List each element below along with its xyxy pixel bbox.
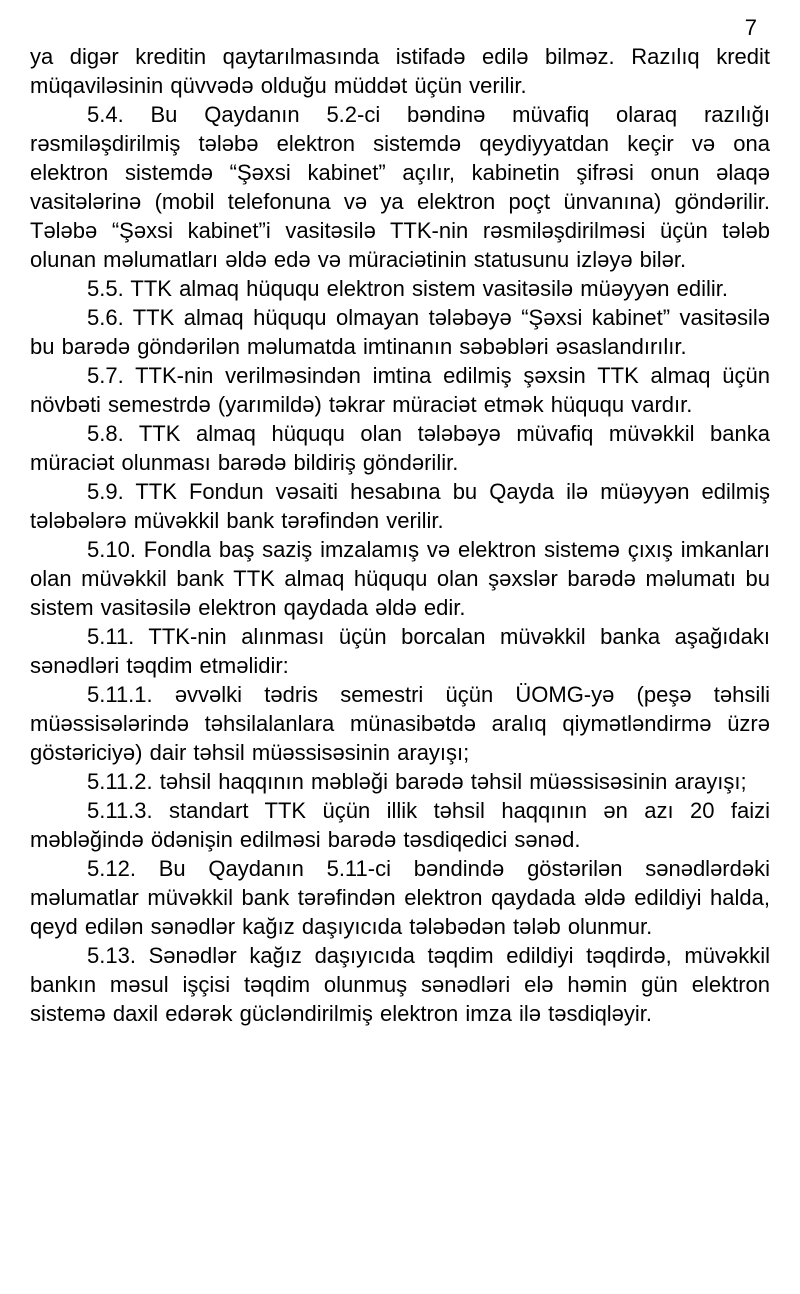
paragraph-5-12: 5.12. Bu Qaydanın 5.11-ci bəndində göstərilən sənədlərdəki məlumatlar müvəkkil bank tərəfindən elektron qaydada əldə edildiyi halda, qeyd edilən sənədlər kağız daşıyıcıda tələbədən tələb olunmur. (30, 856, 770, 939)
paragraph-5-7: 5.7. TTK-nin verilməsindən imtina edilmiş şəxsin TTK almaq üçün növbəti semestrdə (yarımildə) təkrar müraciət etmək hüququ vardır. (30, 363, 770, 417)
paragraph-5-11: 5.11. TTK-nin alınması üçün borcalan müvəkkil banka aşağıdakı sənədləri təqdim etməlidir: (30, 624, 770, 678)
paragraph-5-11-1: 5.11.1. əvvəlki tədris semestri üçün ÜOMG-yə (peşə təhsili müəssisələrində təhsilalanlara münasibətdə aralıq qiymətləndirmə üzrə göstəriciyə) dair təhsil müəssisəsinin arayışı; (30, 682, 770, 765)
paragraph-5-3-continuation: ya digər kreditin qaytarılmasında istifadə edilə bilməz. Razılıq kredit müqaviləsinin qüvvədə olduğu müddət üçün verilir. (30, 44, 770, 98)
paragraph-5-9: 5.9. TTK Fondun vəsaiti hesabına bu Qayda ilə müəyyən edilmiş tələbələrə müvəkkil bank tərəfindən verilir. (30, 479, 770, 533)
paragraph-5-6: 5.6. TTK almaq hüququ olmayan tələbəyə “Şəxsi kabinet” vasitəsilə bu barədə göndərilən məlumatda imtinanın səbəbləri əsaslandırılır. (30, 305, 770, 359)
page-number: 7 (744, 15, 757, 40)
paragraph-5-8: 5.8. TTK almaq hüququ olan tələbəyə müvafiq müvəkkil banka müraciət olunması barədə bildiriş göndərilir. (30, 421, 770, 475)
paragraph-5-4: 5.4. Bu Qaydanın 5.2-ci bəndinə müvafiq olaraq razılığı rəsmiləşdirilmiş tələbə elektron sistemdə qeydiyyatdan keçir və ona elektron sistemdə “Şəxsi kabinet” açılır, kabinetin şifrəsi onun əlaqə vasitələrinə (mobil telefonuna və ya elektron poçt ünvanına) göndərilir. Tələbə “Şəxsi kabinet”i vasitəsilə TTK-nin rəsmiləşdirilməsi üçün tələb olunan məlumatları əldə edə və müraciətinin statusunu izləyə bilər. (30, 102, 770, 272)
paragraph-5-10: 5.10. Fondla baş saziş imzalamış və elektron sistemə çıxış imkanları olan müvəkkil bank TTK almaq hüququ olan şəxslər barədə məlumatı bu sistem vasitəsilə elektron qaydada əldə edir. (30, 537, 770, 620)
paragraph-5-13: 5.13. Sənədlər kağız daşıyıcıda təqdim edildiyi təqdirdə, müvəkkil bankın məsul işçisi təqdim olunmuş sənədləri elə həmin gün elektron sistemə daxil edərək gücləndirilmiş elektron imza ilə təsdiqləyir. (30, 943, 770, 1026)
paragraph-5-5: 5.5. TTK almaq hüququ elektron sistem vasitəsilə müəyyən edilir. (87, 276, 729, 301)
paragraph-5-11-2: 5.11.2. təhsil haqqının məbləği barədə təhsil müəssisəsinin arayışı; (87, 769, 747, 794)
paragraph-5-11-3: 5.11.3. standart TTK üçün illik təhsil haqqının ən azı 20 faizi məbləğində ödənişin edilməsi barədə təsdiqedici sənəd. (30, 798, 770, 852)
